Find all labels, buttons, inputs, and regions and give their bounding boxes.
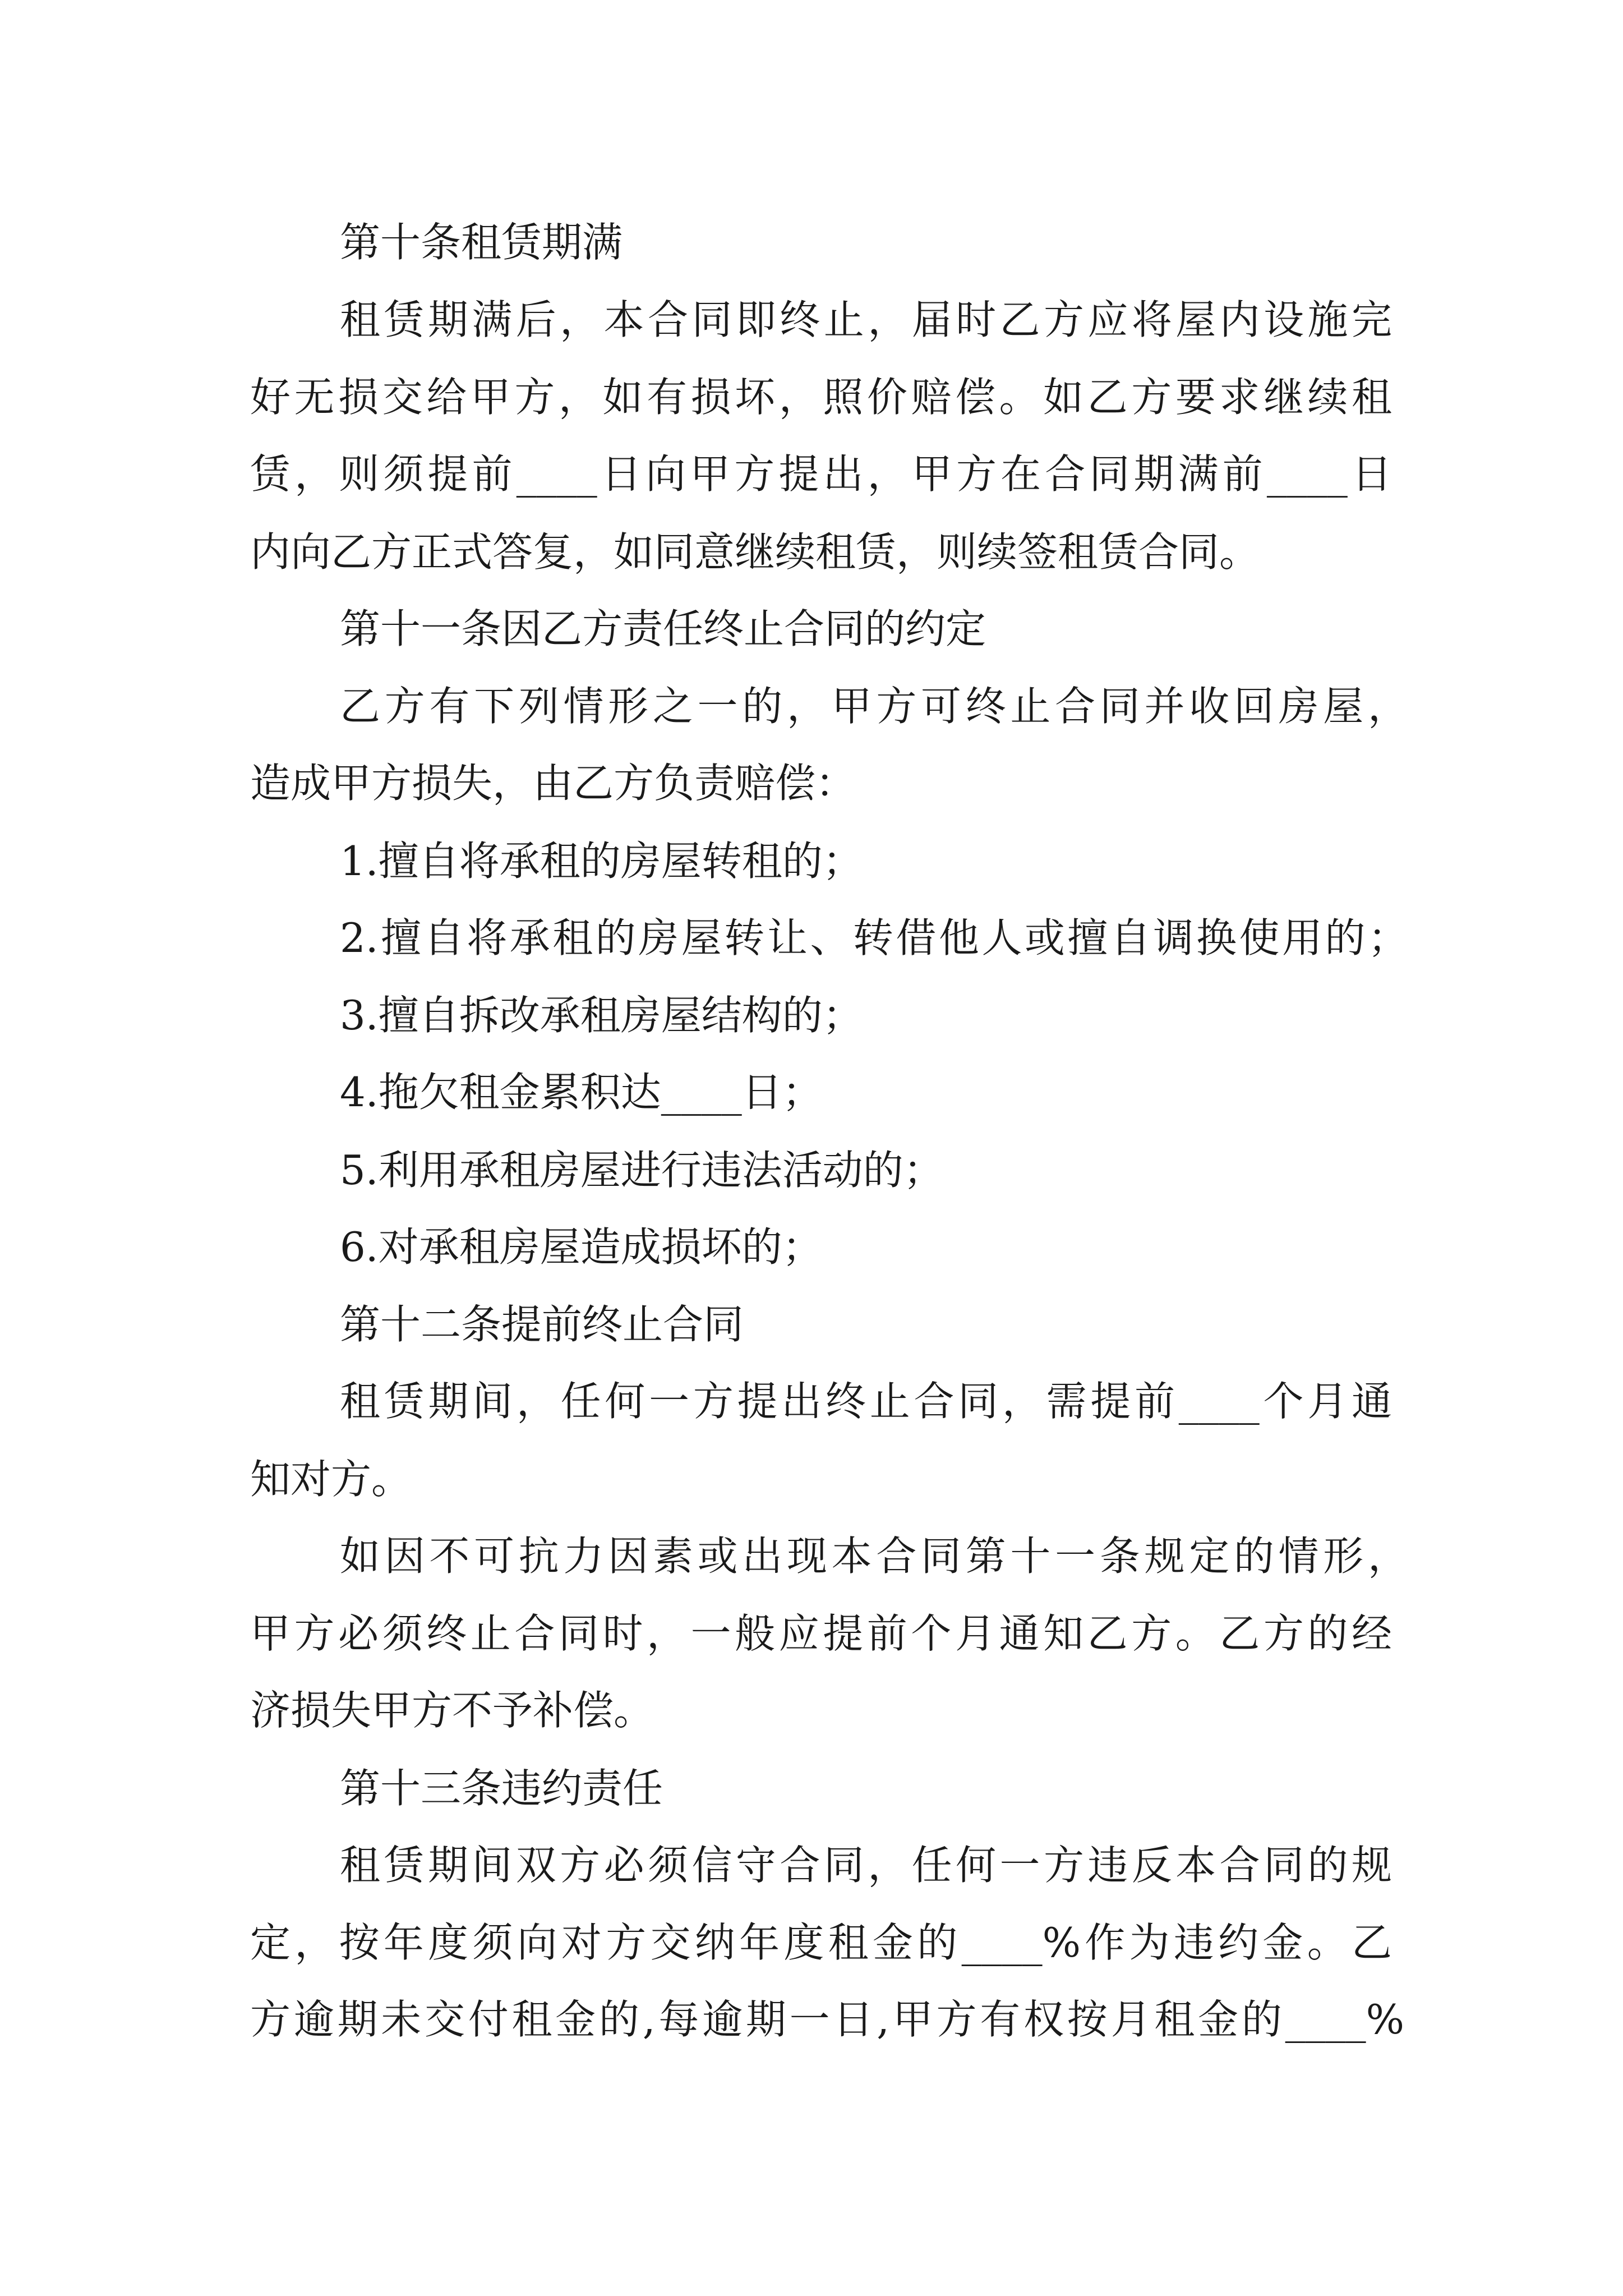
list-item: 2.擅自将承租的房屋转让、转借他人或擅自调换使用的； <box>340 914 1408 961</box>
article-12-paragraph-line: 如因不可抗力因素或出现本合同第十一条规定的情形， <box>340 1533 1408 1580</box>
article-10-paragraph-line: 赁，则须提前____日向甲方提出，甲方在合同期满前____日 <box>250 450 1392 498</box>
article-11-paragraph-line: 乙方有下列情形之一的，甲方可终止合同并收回房屋， <box>340 683 1408 730</box>
article-12-paragraph-line: 甲方必须终止合同时，一般应提前个月通知乙方。乙方的经 <box>250 1610 1392 1657</box>
list-item: 1.擅自将承租的房屋转租的； <box>340 838 863 885</box>
article-10-paragraph-line: 内向乙方正式答复，如同意继续租赁，则续签租赁合同。 <box>250 528 1260 576</box>
list-item: 5.利用承租房屋进行违法活动的； <box>340 1147 944 1194</box>
list-item: 3.擅自拆改承租房屋结构的； <box>340 992 863 1039</box>
article-12-paragraph-line: 租赁期间，任何一方提出终止合同，需提前____个月通 <box>340 1378 1392 1425</box>
article-11-heading: 第十一条因乙方责任终止合同的约定 <box>340 605 986 652</box>
article-12-paragraph-line: 济损失甲方不予补偿。 <box>250 1687 654 1734</box>
article-13-paragraph-line: 方逾期未交付租金的,每逾期一日,甲方有权按月租金的____% <box>250 1996 1404 2043</box>
article-10-paragraph-line: 租赁期满后，本合同即终止，届时乙方应将屋内设施完 <box>340 296 1392 343</box>
article-13-paragraph-line: 定，按年度须向对方交纳年度租金的____%作为违约金。乙 <box>250 1919 1392 1966</box>
article-12-paragraph-line: 知对方。 <box>250 1456 412 1503</box>
article-10-heading: 第十条租赁期满 <box>340 219 623 266</box>
article-12-heading: 第十二条提前终止合同 <box>340 1301 744 1348</box>
article-13-paragraph-line: 租赁期间双方必须信守合同，任何一方违反本合同的规 <box>340 1842 1392 1889</box>
article-13-heading: 第十三条违约责任 <box>340 1765 663 1812</box>
article-11-paragraph-line: 造成甲方损失，由乙方负责赔偿： <box>250 760 856 807</box>
article-10-paragraph-line: 好无损交给甲方，如有损坏，照价赔偿。如乙方要求继续租 <box>250 374 1392 421</box>
list-item: 6.对承租房屋造成损坏的； <box>340 1223 823 1271</box>
list-item: 4.拖欠租金累积达____日； <box>340 1069 823 1116</box>
